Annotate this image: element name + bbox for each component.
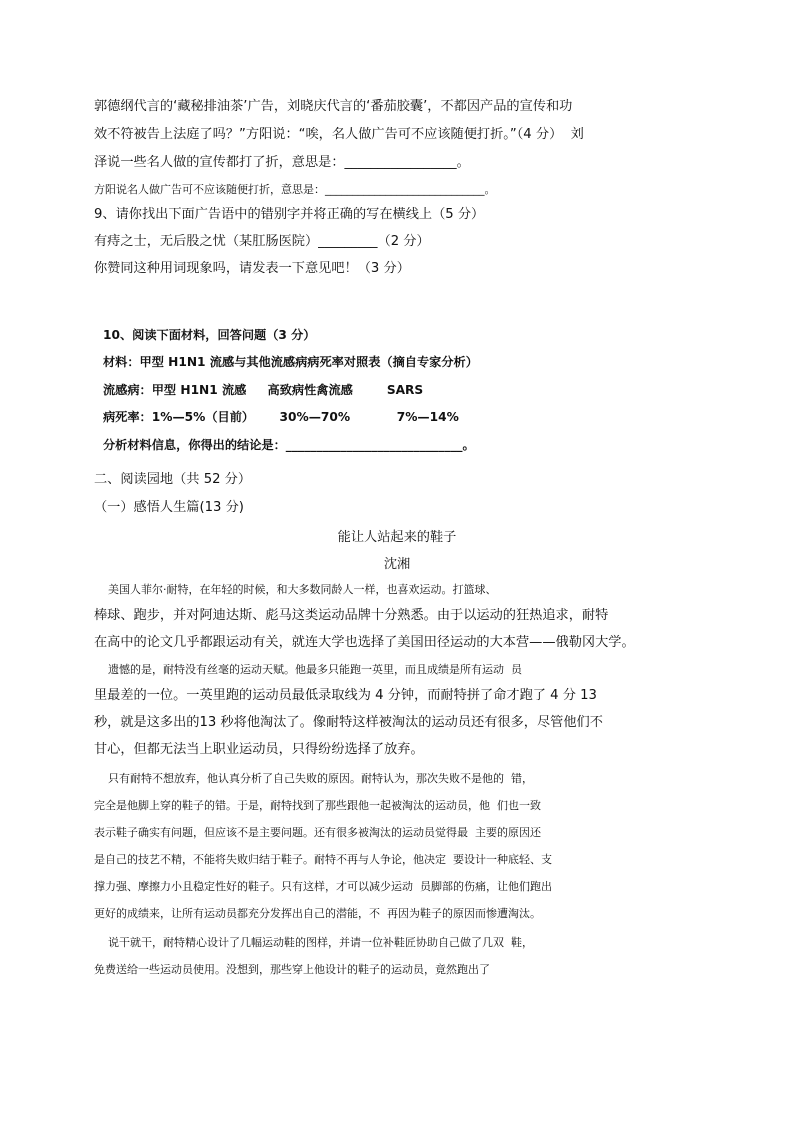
text-line: 效不符被告上法庭了吗？”方阳说：“唉，名人做广告可不应该随便打折。”（4 分） 刘 xyxy=(94,127,584,142)
text-line: 郭德纲代言的‘藏秘排油茶’广告，刘晓庆代言的‘番茄胶囊’，不都因产品的宣传和功 xyxy=(94,99,573,114)
section-heading: 二、阅读园地（共 52 分） xyxy=(94,472,252,487)
question-10: 10、阅读下面材料，回答问题（3 分） xyxy=(103,328,316,342)
article-title: 能让人站起来的鞋子 xyxy=(337,530,457,545)
paragraph-line: 是自己的技艺不精，不能将失败归结于鞋子。耐特不再与人争论，他决定 要设计一种底轻、支 xyxy=(94,853,552,866)
paragraph-line: 撑力强、摩擦力小且稳定性好的鞋子。只有这样，才可以减少运动 员脚部的伤痛，让他们跑出 xyxy=(94,880,552,893)
text-line: 泽说一些名人做的宣传都打了折，意思是：_________________。 xyxy=(94,155,470,170)
paragraph-line: 美国人菲尔·耐特，在年轻的时候，和大多数同龄人一样，也喜欢运动。打篮球、 xyxy=(94,583,497,596)
paragraph-line: 甘心，但都无法当上职业运动员，只得纷纷选择了放弃。 xyxy=(94,742,424,757)
question-9: 9、请你找出下面广告语中的错别字并将正确的写在横线上（5 分） xyxy=(94,207,485,222)
question-10-ask: 分析材料信息，你得出的结论是：_____________________________。 xyxy=(103,438,475,452)
paragraph-line: 秒，就是这多出的13 秒将他淘汰了。像耐特这样被淘汰的运动员还有很多，尽管他们不 xyxy=(94,715,603,730)
paragraph-line: 在高中的论文几乎都跟运动有关，就连大学也选择了美国田径运动的大本营——俄勒冈大学。 xyxy=(94,635,635,650)
text-line: 方阳说名人做广告可不应该随便打折，意思是：_____________________________。 xyxy=(94,183,496,196)
question-9b: 你赞同这种用词现象吗，请发表一下意见吧！（3 分） xyxy=(94,261,410,276)
paragraph-line: 更好的成绩来，让所有运动员都充分发挥出自己的潜能，不 再因为鞋子的原因而惨遭淘汰。 xyxy=(94,907,541,920)
paragraph-line: 棒球、跑步，并对阿迪达斯、彪马这类运动品牌十分熟悉。由于以运动的狂热追求，耐特 xyxy=(94,608,609,623)
question-10-row-deathrate: 病死率：1%—5%（目前） 30%—70% 7%—14% xyxy=(103,410,459,424)
question-10-material: 材料：甲型 H1N1 流感与其他流感病病死率对照表（摘自专家分析） xyxy=(103,355,478,369)
question-9a: 有痔之士，无后股之忧（某肛肠医院）_________（2 分） xyxy=(94,234,430,249)
paragraph-line: 里最差的一位。一英里跑的运动员最低录取线为 4 分钟，而耐特拼了命才跑了 4 分 13 xyxy=(94,688,597,703)
paragraph-line: 说干就干，耐特精心设计了几幅运动鞋的图样，并请一位补鞋匠协助自己做了几双 鞋， xyxy=(94,936,533,949)
paragraph-line: 遗憾的是，耐特没有丝毫的运动天赋。他最多只能跑一英里，而且成绩是所有运动 员 xyxy=(94,663,522,676)
paragraph-line: 表示鞋子确实有问题，但应该不是主要问题。还有很多被淘汰的运动员觉得最 主要的原因还 xyxy=(94,826,541,839)
article-author: 沈湘 xyxy=(383,557,411,572)
paragraph-line: 免费送给一些运动员使用。没想到，那些穿上他设计的鞋子的运动员，竟然跑出了 xyxy=(94,963,490,976)
question-10-row-disease: 流感病：甲型 H1N1 流感 高致病性禽流感 SARS xyxy=(103,383,424,397)
paragraph-line: 只有耐特不想放弃，他认真分析了自己失败的原因。耐特认为，那次失败不是他的 错， xyxy=(94,772,533,785)
paragraph-line: 完全是他脚上穿的鞋子的错。于是，耐特找到了那些跟他一起被淘汰的运动员，他 们也一致 xyxy=(94,799,541,812)
subsection-heading: （一）感悟人生篇(13 分) xyxy=(94,500,244,515)
